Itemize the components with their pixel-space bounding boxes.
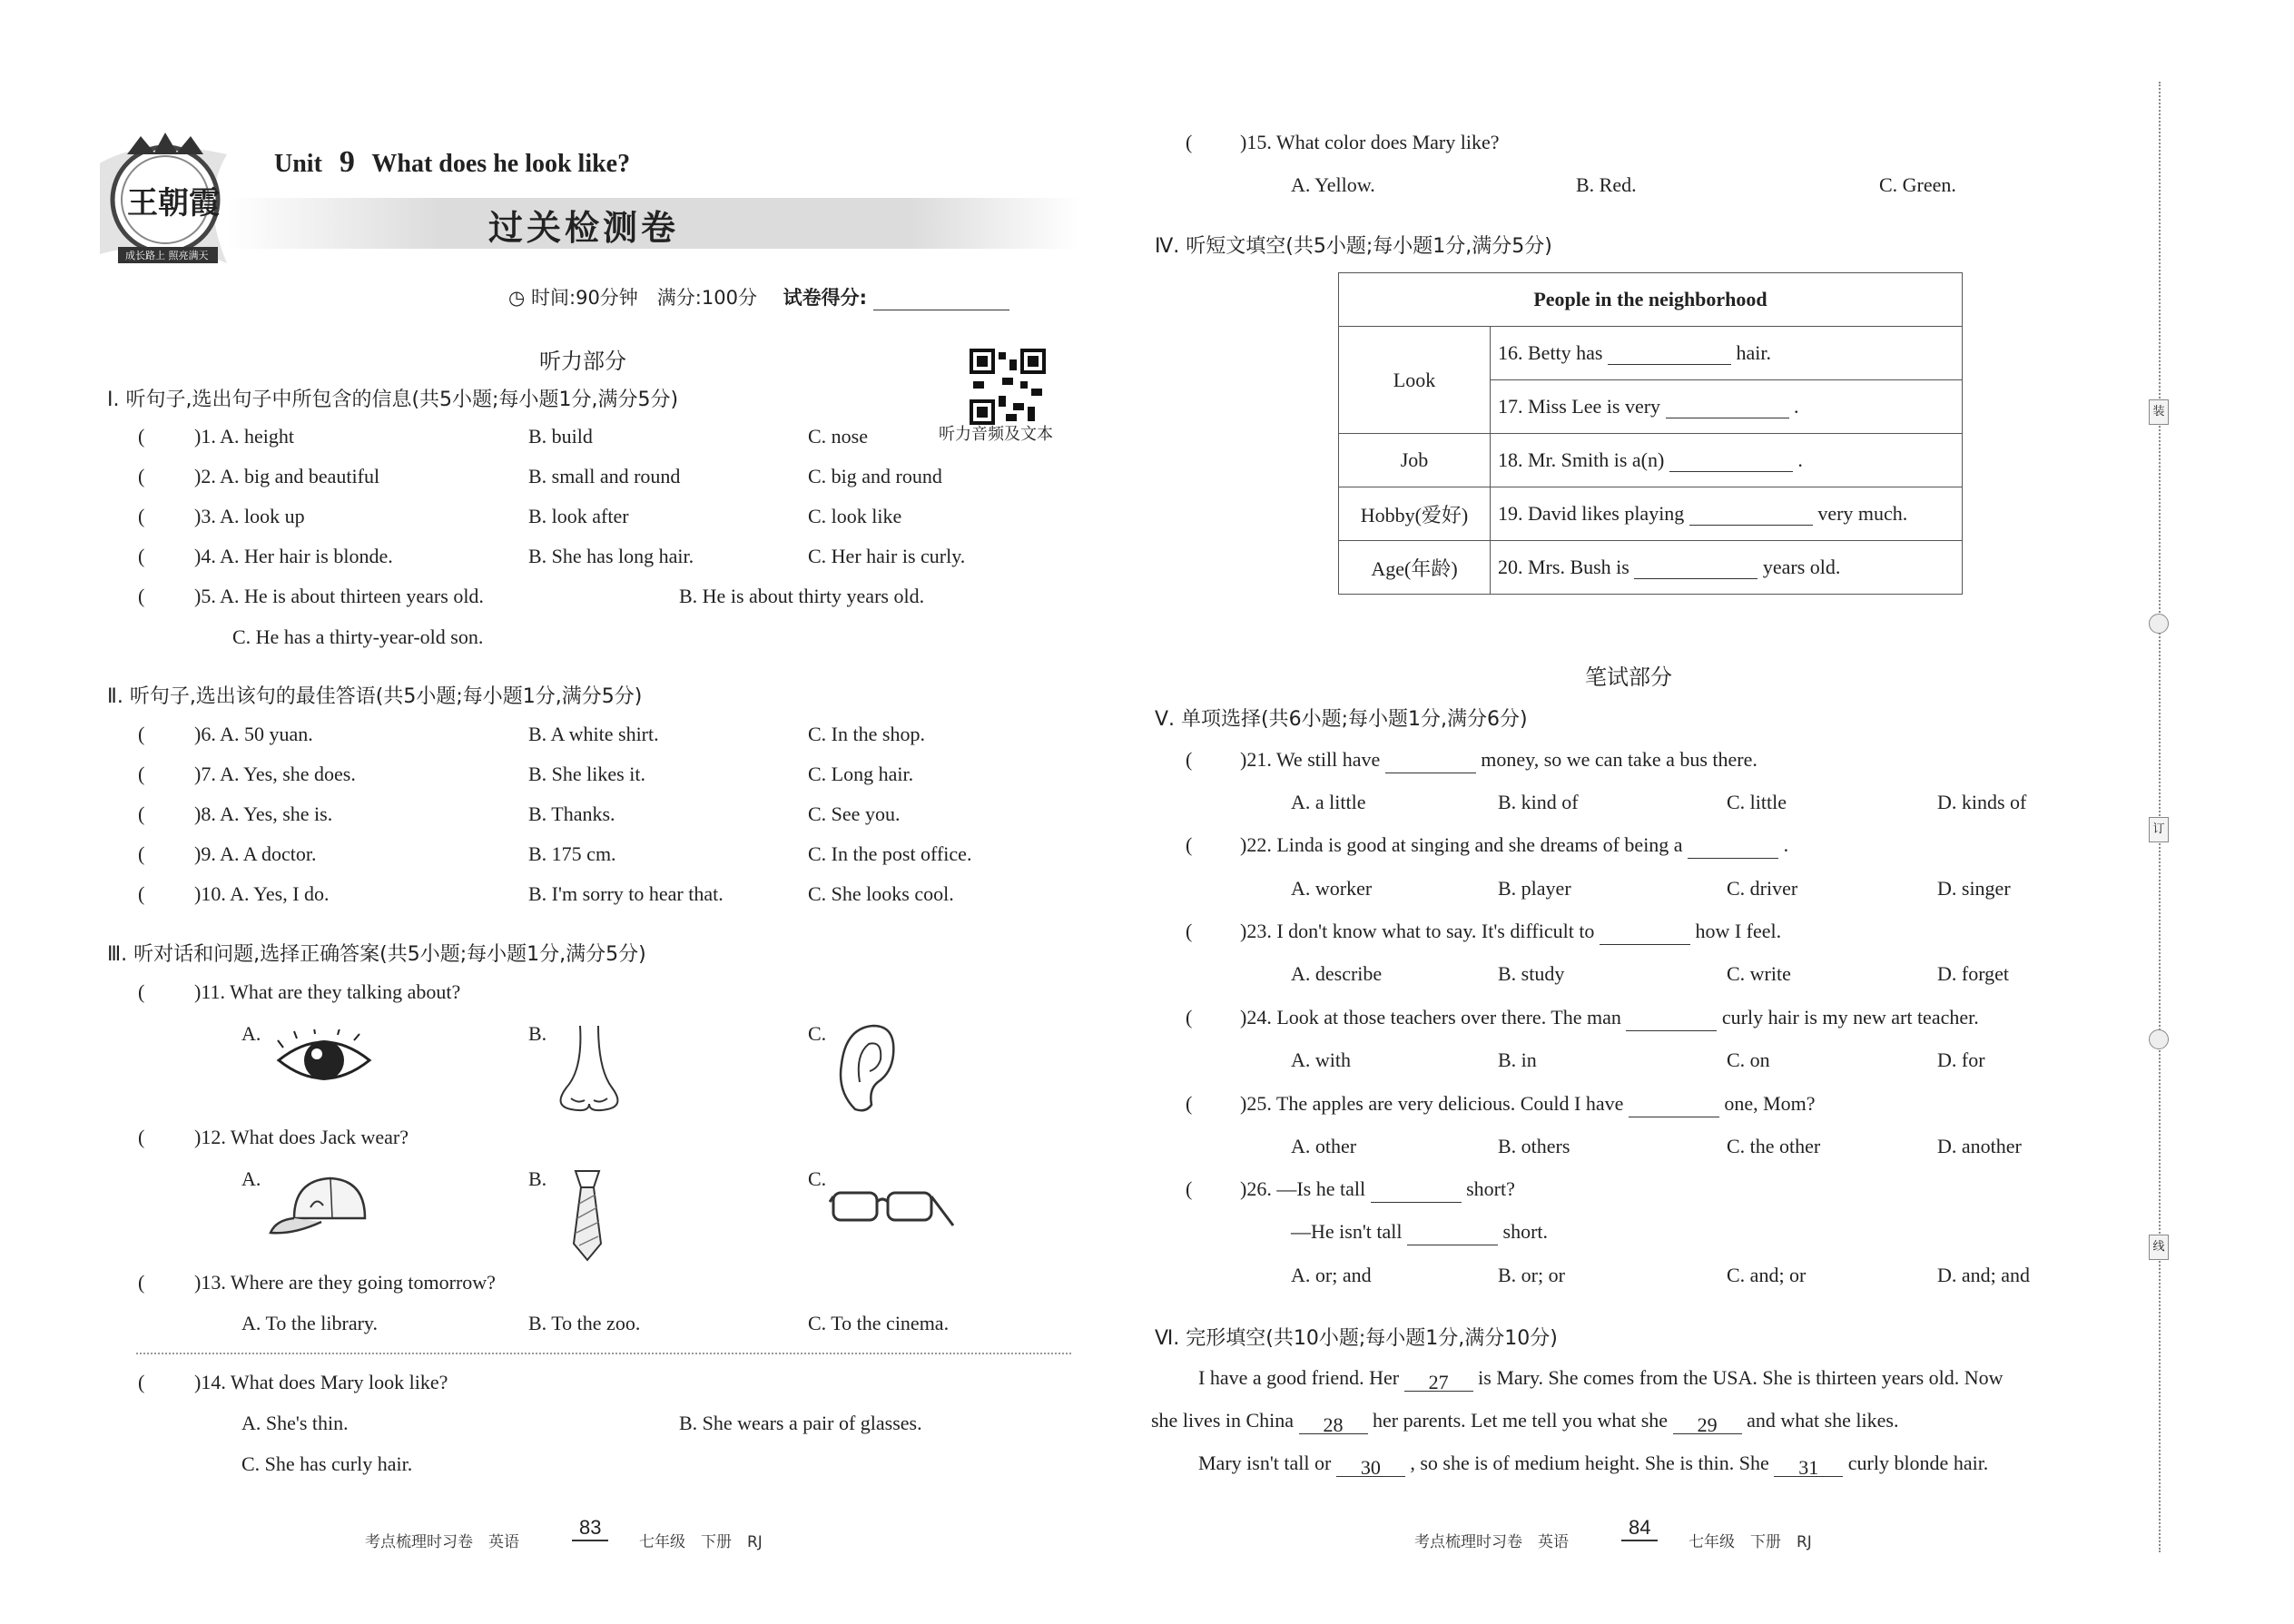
unit-label: Unit [274,150,322,178]
option-c: C. Long hair. [808,763,914,785]
question-21 [1240,746,1757,773]
unit-heading [274,145,630,180]
neighborhood-table [1338,272,1963,595]
option-a: A. worker [1291,877,1373,900]
cap-image [267,1171,372,1248]
blank-26b[interactable] [1407,1223,1498,1245]
paren: ( [138,545,145,567]
time-score-line [508,283,1009,310]
option-c: C. nose [808,425,868,448]
blank-30[interactable]: 30 [1336,1454,1405,1477]
option-c: C. In the post office. [808,842,972,865]
option-a: A. She's thin. [241,1412,349,1434]
option-c: C. the other [1727,1135,1821,1157]
question-text: short. [1502,1220,1549,1243]
question-25 [1240,1090,1816,1117]
paren: ( [1186,1092,1193,1115]
eye-image [274,1029,374,1096]
cloze-text: , so she is of medium height. She is thin. She [1410,1452,1769,1474]
cell-text: 17. Miss Lee is very [1498,395,1661,418]
nose-image [548,1024,630,1119]
unit-title: What does he look like? [371,150,631,178]
logo-emblem [91,127,236,272]
cloze-line-3 [1198,1450,1988,1477]
section-3-title: Ⅲ. 听对话和问题,选择正确答案(共5小题;每小题1分,满分5分) [107,943,646,966]
label-c: C. [808,1167,827,1190]
question-11: )11. What are they talking about? [194,980,461,1003]
writing-part-title: 笔试部分 [1585,664,1672,690]
footer-right-grade: 七年级 下册 RJ [1689,1533,1812,1551]
question-text: )26. —Is he tall [1240,1177,1366,1200]
option-a: A. other [1291,1135,1357,1157]
table-cell [1491,487,1963,541]
option-b: B. A white shirt. [528,723,659,745]
logo-name: 王朝霞 [127,185,220,221]
blank-27[interactable]: 27 [1404,1369,1473,1392]
label-a: A. [241,1022,261,1045]
score-label: 试卷得分: [783,287,868,309]
section-6-title: Ⅵ. 完形填空(共10小题;每小题1分,满分10分) [1155,1327,1558,1350]
blank-23[interactable] [1600,922,1690,945]
option-c: C. To the cinema. [808,1312,950,1334]
scissors-icon [2149,1029,2169,1049]
question-24 [1240,1004,1979,1031]
row-label-hobby: Hobby(爱好) [1339,487,1491,541]
paren: ( [138,763,145,785]
question-12: )12. What does Jack wear? [194,1126,409,1148]
ear-image [828,1019,901,1117]
binding-char-3: 线 [2149,1235,2169,1260]
paren: ( [1186,1177,1193,1200]
question-text: —He isn't tall [1291,1220,1403,1243]
question-14: )14. What does Mary look like? [194,1371,448,1393]
binding-char-2: 订 [2149,817,2169,842]
question-13: )13. Where are they going tomorrow? [194,1271,496,1294]
row-label-age: Age(年龄) [1339,541,1491,595]
tie-image [565,1167,610,1266]
section-4-title: Ⅳ. 听短文填空(共5小题;每小题1分,满分5分) [1155,235,1552,258]
paren: ( [138,1126,145,1148]
option-b: B. I'm sorry to hear that. [528,882,724,905]
blank-28[interactable]: 28 [1299,1412,1368,1434]
option-b: B. He is about thirty years old. [679,585,925,607]
blank-25[interactable] [1629,1095,1719,1117]
cell-text: 16. Betty has [1498,341,1603,364]
option-a: )5. A. He is about thirteen years old. [194,585,484,607]
paren: ( [138,842,145,865]
exam-title: 过关检测卷 [488,208,680,248]
label-a: A. [241,1167,261,1190]
blank-17[interactable] [1666,396,1789,418]
option-b: B. She likes it. [528,763,645,785]
option-b: B. Red. [1576,173,1637,196]
option-a: A. a little [1291,791,1366,813]
row-label-look: Look [1339,327,1491,434]
question-15: )15. What color does Mary like? [1240,131,1500,153]
section-1-title: Ⅰ. 听句子,选出句子中所包含的信息(共5小题;每小题1分,满分5分) [107,389,679,411]
option-b: B. in [1498,1048,1537,1071]
option-a: )10. A. Yes, I do. [194,882,330,905]
listening-part-title: 听力部分 [539,349,626,374]
option-c: C. She looks cool. [808,882,954,905]
table-cell [1491,380,1963,434]
label-b: B. [528,1022,547,1045]
question-text: one, Mom? [1724,1092,1816,1115]
paren: ( [138,1371,145,1393]
cell-text: . [1797,448,1803,471]
clock-icon: ◷ [508,287,526,309]
option-b: B. look after [528,505,629,527]
qr-code [970,349,1046,425]
option-b: B. Thanks. [528,802,615,825]
option-b: B. She wears a pair of glasses. [679,1412,922,1434]
cell-text: years old. [1762,556,1841,578]
footer-left-series: 考点梳理时习卷 英语 [365,1533,519,1551]
paren: ( [138,882,145,905]
cloze-text: is Mary. She comes from the USA. She is thirteen years old. Now [1478,1366,2004,1389]
option-c: C. big and round [808,465,942,487]
option-d: D. and; and [1937,1264,2031,1286]
question-text: short? [1466,1177,1515,1200]
paren: ( [138,585,145,607]
page-number-left: 83 [572,1516,608,1541]
option-d: D. another [1937,1135,2022,1157]
option-a: )8. A. Yes, she is. [194,802,333,825]
option-c: C. In the shop. [808,723,925,745]
cell-text: 20. Mrs. Bush is [1498,556,1629,578]
blank-19[interactable] [1689,503,1813,526]
option-a: )1. A. height [194,425,294,448]
option-c: C. She has curly hair. [241,1452,413,1475]
paren: ( [138,980,145,1003]
unit-number: 9 [339,145,355,179]
option-b: B. study [1498,962,1565,985]
question-text: )23. I don't know what to say. It's difficult to [1240,920,1595,942]
option-c: C. and; or [1727,1264,1807,1286]
option-c: C. look like [808,505,902,527]
option-c: C. little [1727,791,1787,813]
paren: ( [138,425,145,448]
footer-right-series: 考点梳理时习卷 英语 [1414,1533,1569,1551]
qr-caption: 听力音频及文本 [939,425,1053,444]
section-5-title: Ⅴ. 单项选择(共6小题;每小题1分,满分6分) [1155,708,1528,731]
table-cell [1491,327,1963,380]
question-text: )24. Look at those teachers over there. The man [1240,1006,1621,1029]
option-b: B. kind of [1498,791,1579,813]
cell-text: very much. [1817,502,1908,525]
option-d: D. for [1937,1048,1985,1071]
option-d: D. kinds of [1937,791,2027,813]
option-b: B. build [528,425,593,448]
cell-text: . [1794,395,1799,418]
question-22 [1240,832,1788,859]
blank-20[interactable] [1634,556,1757,579]
question-text: )21. We still have [1240,748,1381,771]
option-c: C. He has a thirty-year-old son. [232,625,484,648]
option-b: B. player [1498,877,1571,900]
option-a: A. or; and [1291,1264,1372,1286]
question-text: money, so we can take a bus there. [1481,748,1757,771]
cloze-text: she lives in China [1151,1409,1295,1432]
logo-slogan: 成长路上 照亮满天 [125,250,209,261]
option-a: )6. A. 50 yuan. [194,723,313,745]
option-b: B. To the zoo. [528,1312,641,1334]
label-b: B. [528,1167,547,1190]
cloze-text: her parents. Let me tell you what she [1373,1409,1669,1432]
option-d: D. forget [1937,962,2010,985]
option-d: D. singer [1937,877,2011,900]
question-26-line2 [1291,1218,1548,1245]
blank-21[interactable] [1385,751,1476,773]
cell-text: 19. David likes playing [1498,502,1685,525]
option-c: C. See you. [808,802,901,825]
paren: ( [1186,131,1193,153]
option-b: B. 175 cm. [528,842,616,865]
cloze-text: I have a good friend. Her [1198,1366,1400,1389]
question-text: )25. The apples are very delicious. Could I have [1240,1092,1624,1115]
cloze-text: and what she likes. [1747,1409,1899,1432]
blank-31[interactable]: 31 [1774,1454,1843,1477]
question-text: . [1783,833,1789,856]
table-title: People in the neighborhood [1339,273,1963,327]
footer-left-grade: 七年级 下册 RJ [639,1533,763,1551]
question-text: )22. Linda is good at singing and she dreams of being a [1240,833,1683,856]
option-b: B. She has long hair. [528,545,694,567]
paren: ( [1186,1006,1193,1029]
option-a: A. Yellow. [1291,173,1375,196]
paren: ( [138,465,145,487]
paren: ( [138,505,145,527]
blank-16[interactable] [1608,342,1731,365]
glasses-image [828,1184,955,1243]
question-text: how I feel. [1695,920,1782,942]
page-number-right: 84 [1621,1516,1658,1541]
option-a: )9. A. A doctor. [194,842,317,865]
option-b: B. small and round [528,465,681,487]
option-a: )3. A. look up [194,505,305,527]
option-a: A. describe [1291,962,1383,985]
option-a: )7. A. Yes, she does. [194,763,356,785]
blank-22[interactable] [1688,836,1778,859]
option-c: C. write [1727,962,1791,985]
score-field[interactable] [873,288,1009,310]
scissors-icon [2149,614,2169,634]
question-text: curly hair is my new art teacher. [1721,1006,1979,1029]
cloze-line-2 [1151,1407,1898,1434]
option-b: B. others [1498,1135,1570,1157]
option-b: B. or; or [1498,1264,1565,1286]
dotted-divider [136,1353,1071,1354]
cloze-line-1 [1198,1364,2004,1392]
cloze-text: curly blonde hair. [1847,1452,1989,1474]
paren: ( [138,1271,145,1294]
option-a: A. with [1291,1048,1351,1071]
option-c: C. Green. [1879,173,1956,196]
question-23 [1240,918,1781,945]
cloze-text: Mary isn't tall or [1198,1452,1332,1474]
option-c: C. Her hair is curly. [808,545,966,567]
label-c: C. [808,1022,827,1045]
blank-24[interactable] [1626,1009,1717,1031]
binding-char-1: 装 [2149,399,2169,425]
cell-text: hair. [1736,341,1771,364]
blank-26a[interactable] [1371,1180,1462,1203]
option-a: )4. A. Her hair is blonde. [194,545,393,567]
table-cell [1491,541,1963,595]
paren: ( [1186,833,1193,856]
section-2-title: Ⅱ. 听句子,选出该句的最佳答语(共5小题;每小题1分,满分5分) [107,685,643,708]
paren: ( [1186,920,1193,942]
time-info: 时间:90分钟 满分:100分 [531,287,757,309]
cell-text: 18. Mr. Smith is a(n) [1498,448,1665,471]
option-c: C. driver [1727,877,1798,900]
option-a: A. To the library. [241,1312,378,1334]
option-c: C. on [1727,1048,1770,1071]
row-label-job: Job [1339,434,1491,487]
table-cell [1491,434,1963,487]
paren: ( [138,723,145,745]
paren: ( [1186,748,1193,771]
option-a: )2. A. big and beautiful [194,465,380,487]
blank-18[interactable] [1669,449,1793,472]
question-26-line1 [1240,1176,1515,1203]
paren: ( [138,802,145,825]
blank-29[interactable]: 29 [1673,1412,1742,1434]
